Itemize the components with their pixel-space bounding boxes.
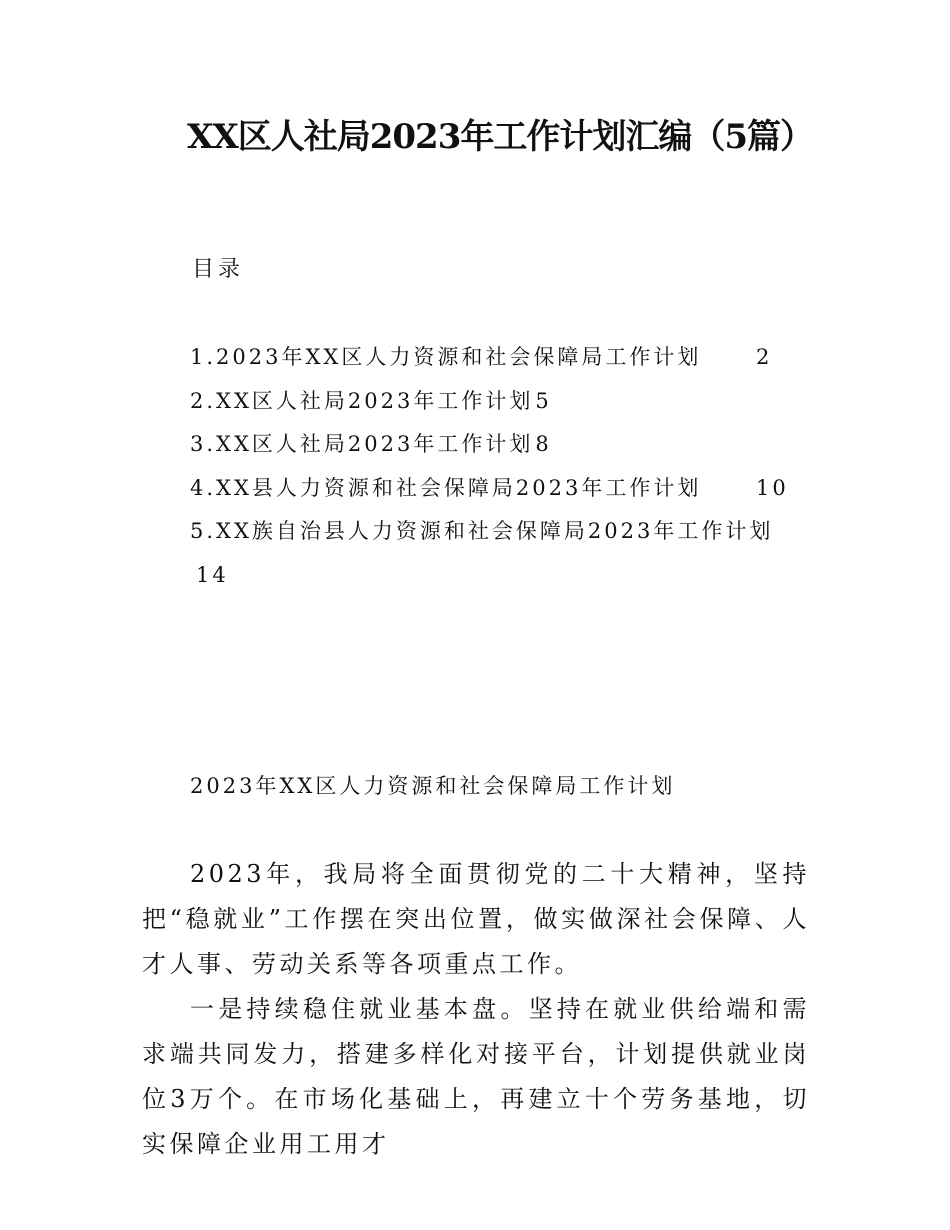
table-of-contents (190, 336, 830, 597)
toc-item-label: 1.2023年XX区人力资源和社会保障局工作计划 (190, 345, 702, 369)
toc-heading: 目录 (192, 257, 245, 282)
toc-item[interactable] (190, 336, 830, 380)
toc-item[interactable] (190, 380, 830, 424)
body-text (142, 852, 810, 1167)
toc-item[interactable] (190, 510, 830, 597)
toc-item-label: 5.XX族自治县人力资源和社会保障局2023年工作计划 (190, 519, 774, 543)
toc-item-page: 5 (535, 388, 552, 413)
toc-item-label: 2.XX区人社局2023年工作计划 (190, 388, 534, 413)
toc-item-label: 4.XX县人力资源和社会保障局2023年工作计划 (190, 475, 702, 500)
body-paragraph: 一是持续稳住就业基本盘。坚持在就业供给端和需求端共同发力，搭建多样化对接平台，计划提供就业岗位3万个。在市场化基础上，再建立十个劳务基地，切实保障企业用工用才 (142, 995, 810, 1158)
toc-item-page: 10 (756, 475, 789, 500)
toc-item-page: 8 (535, 432, 552, 456)
body-paragraph: 2023年，我局将全面贯彻党的二十大精神，坚持把“稳就业”工作摆在突出位置，做实做深社会保障、人才人事、劳动关系等各项重点工作。 (142, 860, 810, 978)
toc-item-page: 2 (756, 345, 773, 369)
section-heading: 2023年XX区人力资源和社会保障局工作计划 (190, 774, 676, 798)
toc-item[interactable] (190, 423, 830, 467)
toc-item-label: 3.XX区人社局2023年工作计划 (190, 432, 534, 456)
toc-item[interactable] (190, 467, 830, 511)
document-title: XX区人社局2023年工作计划汇编（5篇） (186, 117, 814, 157)
toc-item-page: 14 (196, 562, 229, 587)
